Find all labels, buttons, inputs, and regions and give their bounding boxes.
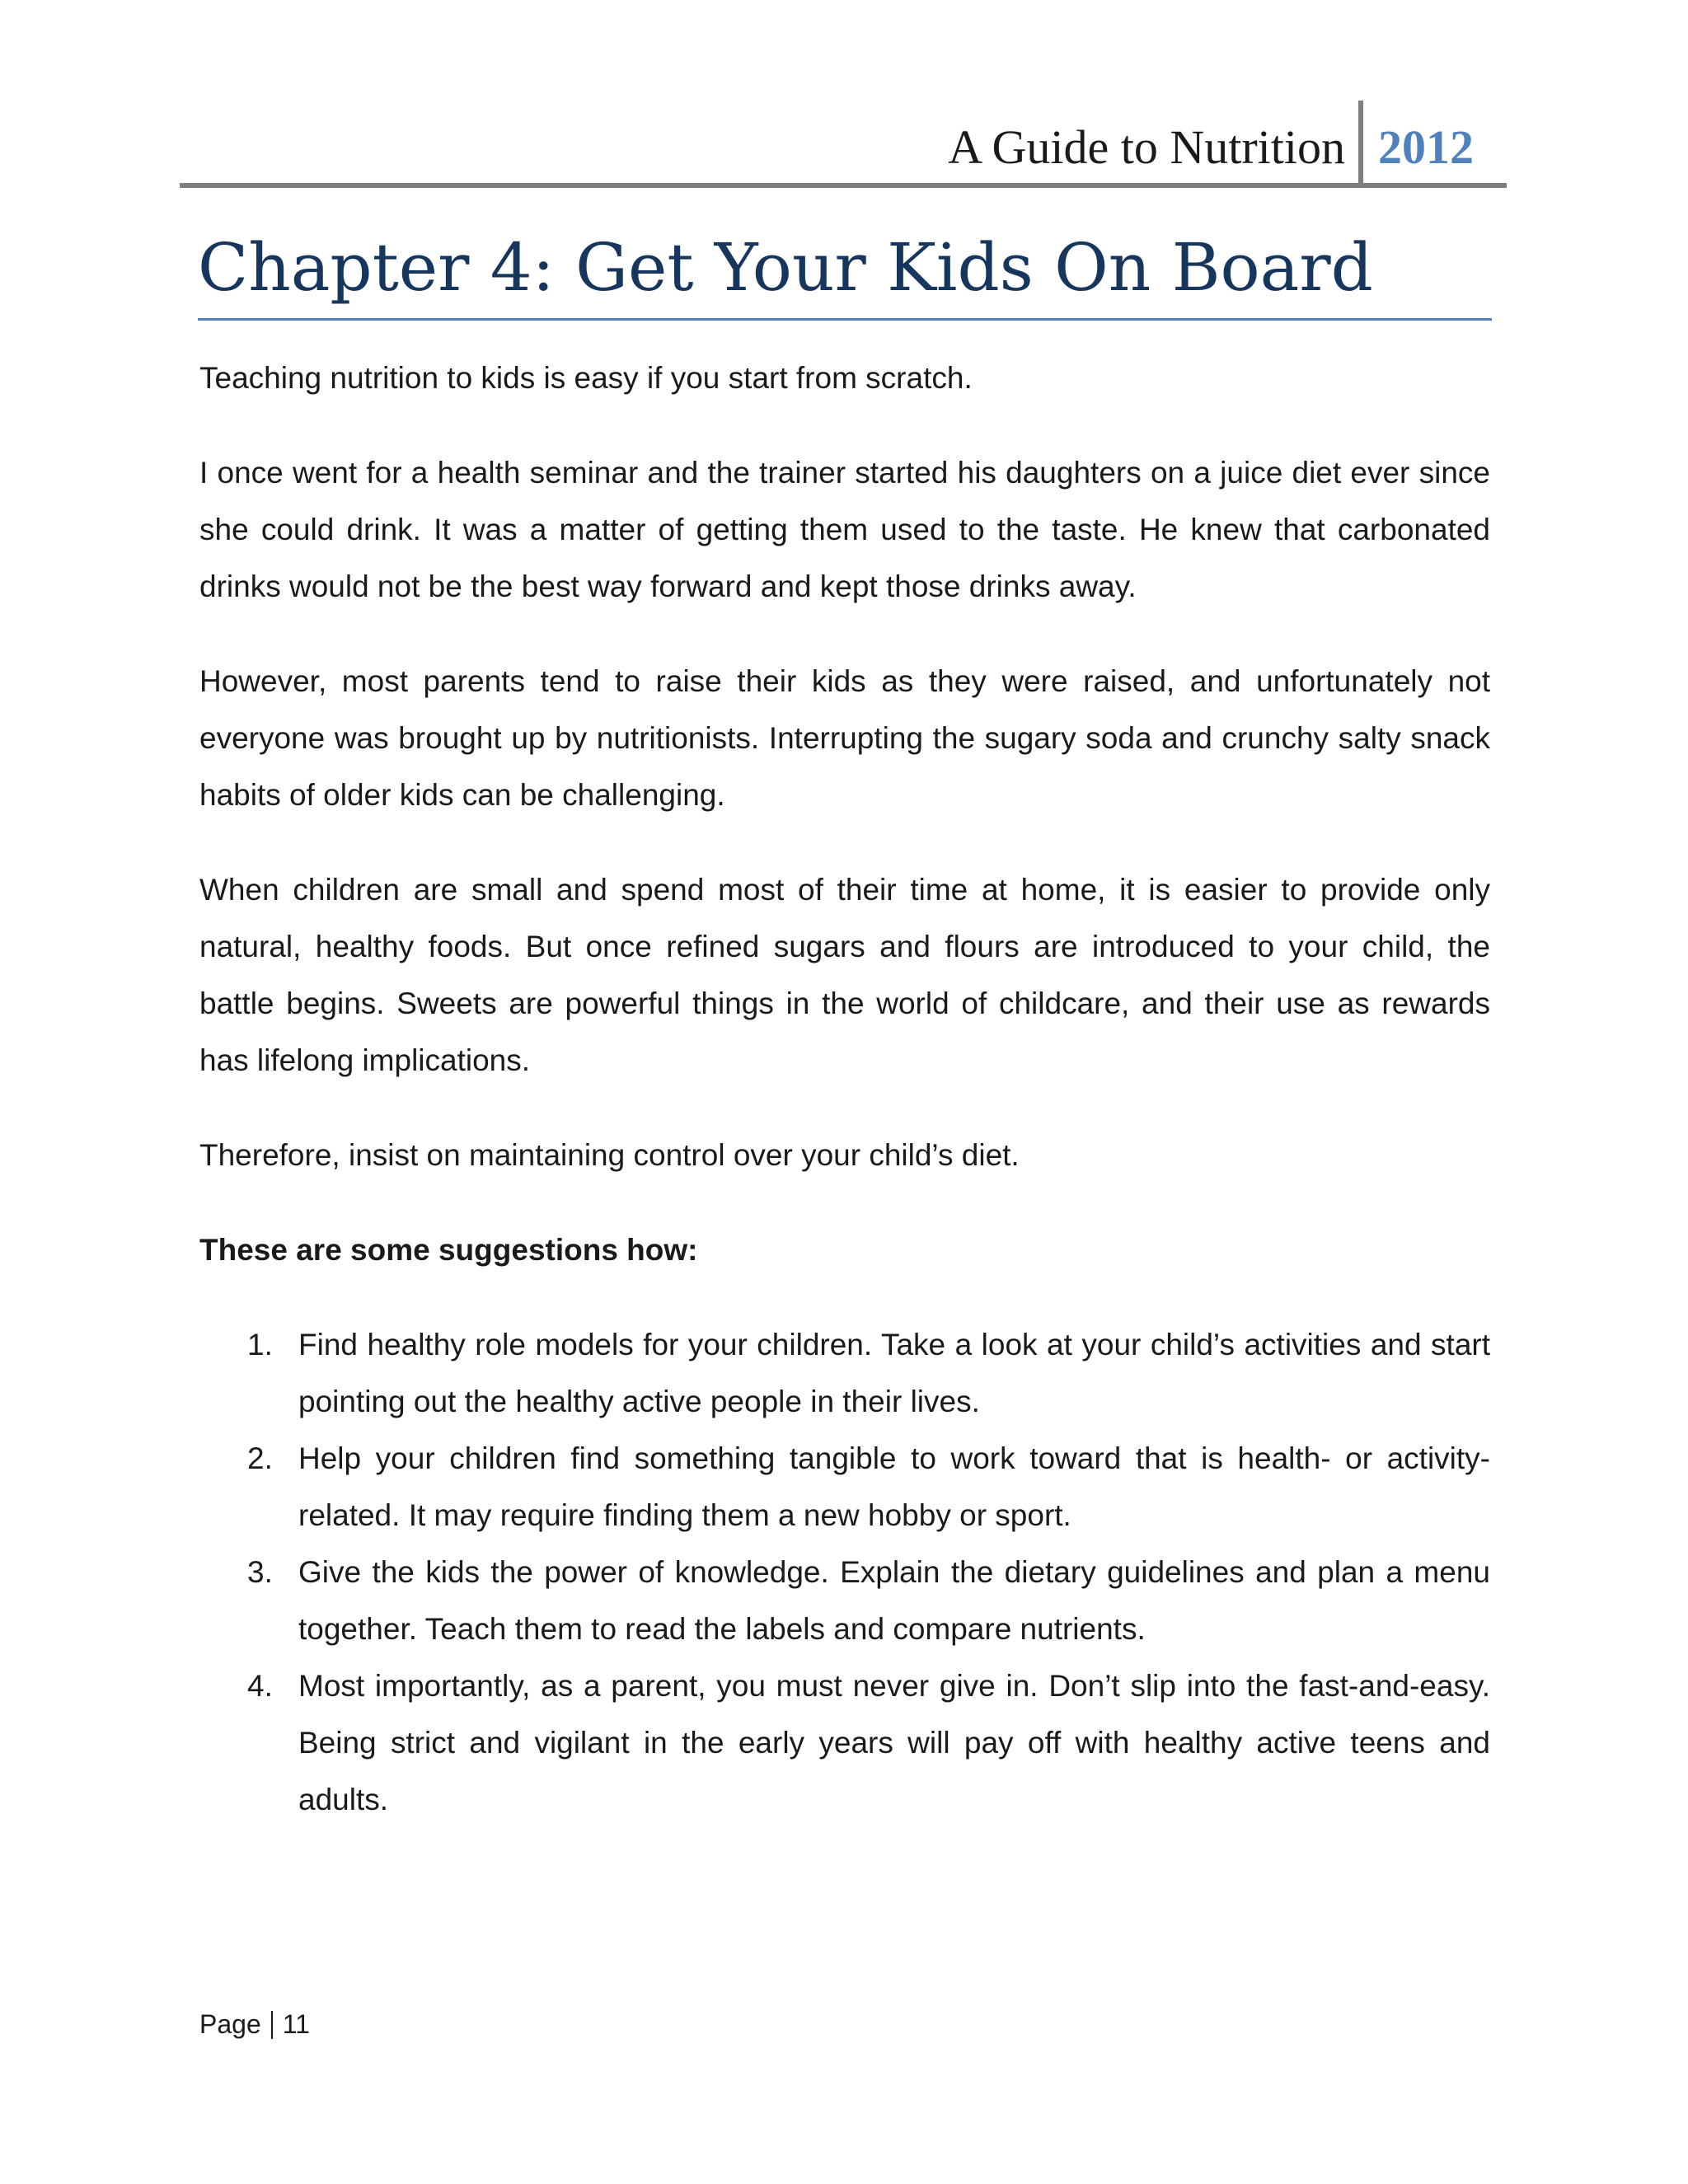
page-footer: [199, 2009, 310, 2040]
list-item: [199, 1544, 1490, 1657]
list-item: [199, 1316, 1490, 1430]
list-item-number: 1.: [247, 1328, 273, 1361]
list-item-text: Most importantly, as a parent, you must never give in. Don’t slip into the fast-and-easy. Being strict and vigilant in the early years will pay off with healthy active teens and adults.: [298, 1669, 1490, 1816]
paragraph: When children are small and spend most of their time at home, it is easier to provide only natural, healthy foods. But once refined sugars and flours are introduced to your child, the battle begins. Sweets are powerful things in the world of childcare, and their use as rewards has lifelong implications.: [199, 873, 1490, 1077]
page-number: 11: [282, 2009, 310, 2039]
suggestions-heading: These are some suggestions how:: [199, 1233, 698, 1267]
list-item-number: 2.: [247, 1441, 273, 1475]
list-item-number: 4.: [247, 1669, 273, 1703]
list-item-text: Give the kids the power of knowledge. Explain the dietary guidelines and plan a menu together. Teach them to read the labels and compare nutrients.: [298, 1555, 1490, 1646]
document-title: A Guide to Nutrition: [948, 120, 1345, 174]
list-item-text: Help your children find something tangible to work toward that is health- or activity-related. It may require finding them a new hobby or sport.: [298, 1441, 1490, 1532]
paragraph: Therefore, insist on maintaining control over your child’s diet.: [199, 1138, 1020, 1172]
list-item-text: Find healthy role models for your children. Take a look at your child’s activities and start pointing out the healthy active people in their lives.: [298, 1328, 1490, 1418]
paragraph: I once went for a health seminar and the trainer started his daughters on a juice diet ever since she could drink. It was a matter of getting them used to the taste. He knew that carbonated drinks would not be the best way forward and kept those drinks away.: [199, 456, 1490, 603]
footer-divider: [271, 2011, 273, 2039]
paragraph: However, most parents tend to raise their kids as they were raised, and unfortunately not everyone was brought up by nutritionists. Interrupting the sugary soda and crunchy salty snack habits of older kids can be challenging.: [199, 664, 1490, 812]
list-item: [199, 1430, 1490, 1544]
suggestions-list: [199, 1316, 1490, 1828]
document-year: 2012: [1378, 120, 1474, 174]
chapter-title: Chapter 4: Get Your Kids On Board: [198, 223, 1492, 321]
list-item: [199, 1657, 1490, 1828]
running-header: [180, 97, 1507, 188]
list-item-number: 3.: [247, 1555, 273, 1589]
paragraph: Teaching nutrition to kids is easy if you start from scratch.: [199, 361, 973, 395]
chapter-body: [199, 349, 1490, 1828]
running-header-content: [948, 97, 1474, 183]
page-label: Page: [199, 2009, 261, 2039]
